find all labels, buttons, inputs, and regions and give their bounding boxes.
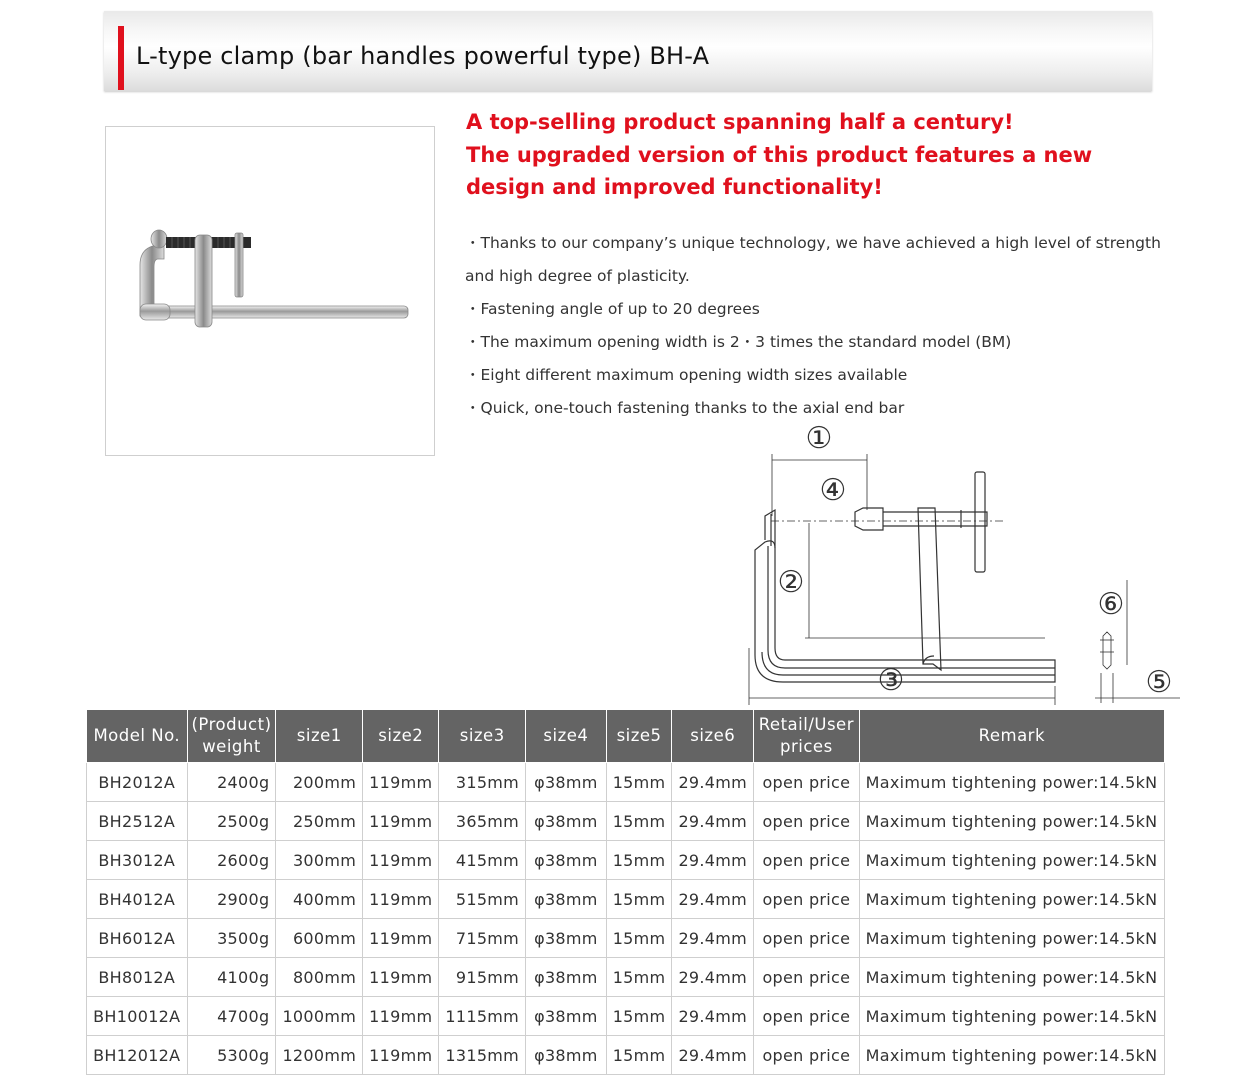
feature-item: ・Quick, one-touch fastening thanks to the axial end bar [465, 399, 905, 417]
cell-remark: Maximum tightening power:14.5kN [859, 919, 1164, 958]
product-photo-frame [105, 126, 435, 456]
dimension-label: ⑥ [1097, 587, 1125, 622]
cell-remark: Maximum tightening power:14.5kN [859, 880, 1164, 919]
cell-size4: φ38mm [526, 958, 607, 997]
header-weight-line-1: (Product) [191, 715, 272, 734]
table-row [87, 919, 1165, 958]
cell-size3: 1115mm [439, 997, 526, 1036]
cell-size4: φ38mm [526, 919, 607, 958]
cell-remark: Maximum tightening power:14.5kN [859, 1036, 1164, 1075]
title-accent-bar [118, 26, 124, 90]
header-size1: size1 [276, 710, 363, 763]
cell-size5: 15mm [606, 841, 672, 880]
feature-item: ・Eight different maximum opening width sizes available [465, 366, 908, 384]
cell-price: open price [754, 958, 860, 997]
table-row [87, 802, 1165, 841]
table-row [87, 958, 1165, 997]
cell-size1: 250mm [276, 802, 363, 841]
spec-table [86, 709, 1165, 1075]
cell-size5: 15mm [606, 802, 672, 841]
header-remark: Remark [859, 710, 1164, 763]
cell-weight: 2500g [187, 802, 276, 841]
header-model: Model No. [87, 710, 188, 763]
table-row [87, 763, 1165, 802]
header-price-line-1: Retail/User [758, 715, 854, 734]
cell-size6: 29.4mm [672, 997, 754, 1036]
clamp-photo-icon [106, 127, 434, 455]
cell-size1: 600mm [276, 919, 363, 958]
cell-size2: 119mm [363, 841, 439, 880]
cell-remark: Maximum tightening power:14.5kN [859, 802, 1164, 841]
cell-weight: 2900g [187, 880, 276, 919]
cell-size5: 15mm [606, 997, 672, 1036]
header-size4: size4 [526, 710, 607, 763]
cell-size3: 365mm [439, 802, 526, 841]
cell-size6: 29.4mm [672, 958, 754, 997]
cell-price: open price [754, 763, 860, 802]
header-price [754, 710, 860, 763]
cell-size1: 1000mm [276, 997, 363, 1036]
cell-price: open price [754, 802, 860, 841]
cell-model: BH2012A [87, 763, 188, 802]
table-row [87, 841, 1165, 880]
cell-size3: 1315mm [439, 1036, 526, 1075]
cell-size6: 29.4mm [672, 919, 754, 958]
cell-weight: 2600g [187, 841, 276, 880]
cell-size5: 15mm [606, 1036, 672, 1075]
dimension-label: ③ [877, 663, 905, 698]
cell-size6: 29.4mm [672, 1036, 754, 1075]
cell-model: BH10012A [87, 997, 188, 1036]
cell-model: BH6012A [87, 919, 188, 958]
cell-size3: 415mm [439, 841, 526, 880]
cell-weight: 4100g [187, 958, 276, 997]
cell-weight: 2400g [187, 763, 276, 802]
cell-remark: Maximum tightening power:14.5kN [859, 841, 1164, 880]
cell-remark: Maximum tightening power:14.5kN [859, 958, 1164, 997]
cell-price: open price [754, 880, 860, 919]
cell-weight: 4700g [187, 997, 276, 1036]
cell-remark: Maximum tightening power:14.5kN [859, 763, 1164, 802]
cell-size4: φ38mm [526, 997, 607, 1036]
cell-size4: φ38mm [526, 880, 607, 919]
table-row [87, 1036, 1165, 1075]
cell-size1: 800mm [276, 958, 363, 997]
cell-model: BH12012A [87, 1036, 188, 1075]
cell-size4: φ38mm [526, 802, 607, 841]
cell-size2: 119mm [363, 997, 439, 1036]
header-size5: size5 [606, 710, 672, 763]
feature-list [465, 227, 1165, 425]
cell-size1: 1200mm [276, 1036, 363, 1075]
cell-price: open price [754, 1036, 860, 1075]
cell-price: open price [754, 997, 860, 1036]
table-header-row [87, 710, 1165, 763]
cell-size4: φ38mm [526, 763, 607, 802]
cell-size3: 915mm [439, 958, 526, 997]
table-row [87, 997, 1165, 1036]
cell-size2: 119mm [363, 958, 439, 997]
cell-size1: 300mm [276, 841, 363, 880]
dimension-label: ⑤ [1145, 665, 1173, 700]
dimension-label: ① [805, 421, 833, 456]
dimension-diagram [735, 420, 1185, 710]
cell-size6: 29.4mm [672, 802, 754, 841]
cell-size5: 15mm [606, 958, 672, 997]
table-body [87, 763, 1165, 1075]
cell-model: BH2512A [87, 802, 188, 841]
cell-size6: 29.4mm [672, 763, 754, 802]
headline-line-2: The upgraded version of this product features a new design and improved functionality! [466, 142, 1093, 199]
cell-size3: 715mm [439, 919, 526, 958]
cell-size1: 200mm [276, 763, 363, 802]
feature-item: ・The maximum opening width is 2・3 times the standard model (BM) [465, 333, 1012, 351]
cell-size4: φ38mm [526, 1036, 607, 1075]
feature-item: ・Thanks to our company’s unique technology, we have achieved a high level of strength and high degree of plasticity. [465, 234, 1161, 285]
header-weight [187, 710, 276, 763]
cell-size2: 119mm [363, 880, 439, 919]
cell-size5: 15mm [606, 880, 672, 919]
cell-size2: 119mm [363, 763, 439, 802]
dimension-label: ④ [819, 473, 847, 508]
feature-item: ・Fastening angle of up to 20 degrees [465, 300, 760, 318]
table-row [87, 880, 1165, 919]
header-weight-line-2: weight [202, 737, 261, 756]
header-price-line-2: prices [780, 737, 833, 756]
cell-size4: φ38mm [526, 841, 607, 880]
cell-model: BH4012A [87, 880, 188, 919]
cell-model: BH3012A [87, 841, 188, 880]
cell-size6: 29.4mm [672, 880, 754, 919]
header-size6: size6 [672, 710, 754, 763]
cell-size1: 400mm [276, 880, 363, 919]
cell-size2: 119mm [363, 1036, 439, 1075]
cell-remark: Maximum tightening power:14.5kN [859, 997, 1164, 1036]
header-size3: size3 [439, 710, 526, 763]
cell-size3: 315mm [439, 763, 526, 802]
cell-size5: 15mm [606, 763, 672, 802]
cell-price: open price [754, 841, 860, 880]
cell-price: open price [754, 919, 860, 958]
cell-model: BH8012A [87, 958, 188, 997]
cell-weight: 5300g [187, 1036, 276, 1075]
cell-size2: 119mm [363, 802, 439, 841]
cell-size3: 515mm [439, 880, 526, 919]
page-title: L-type clamp (bar handles powerful type) BH-A [136, 42, 710, 70]
cell-weight: 3500g [187, 919, 276, 958]
cell-size5: 15mm [606, 919, 672, 958]
dimension-label: ② [777, 565, 805, 600]
header-size2: size2 [363, 710, 439, 763]
headline-line-1: A top-selling product spanning half a century! [466, 110, 1014, 134]
cell-size6: 29.4mm [672, 841, 754, 880]
headline [466, 106, 1166, 204]
cell-size2: 119mm [363, 919, 439, 958]
